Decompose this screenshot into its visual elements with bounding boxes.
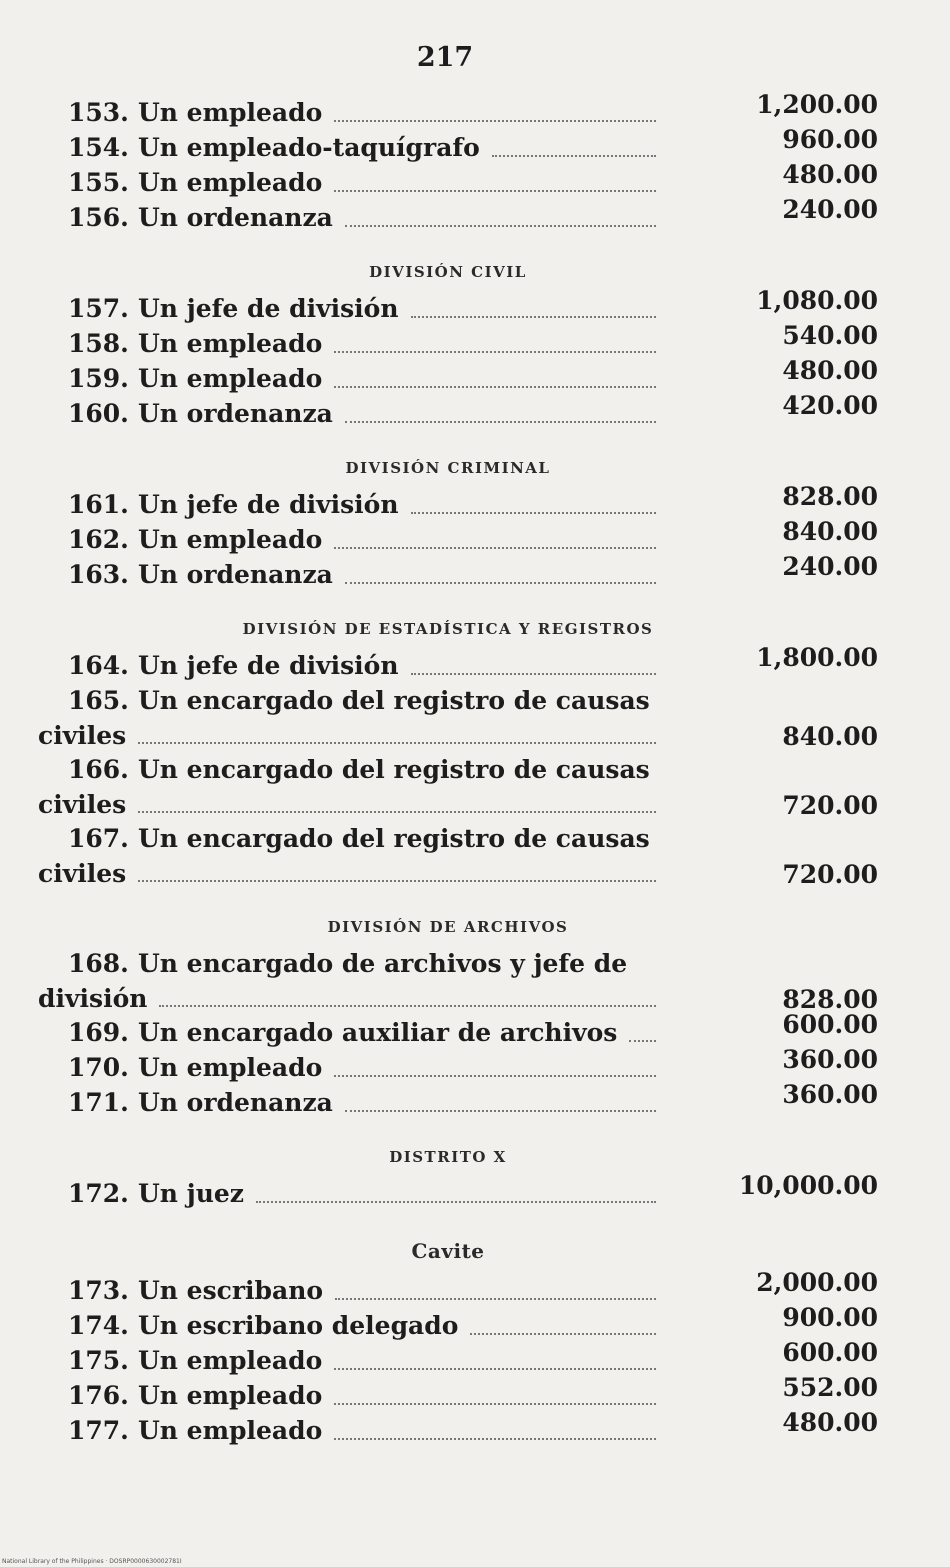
dotted-leader (334, 350, 656, 353)
section-heading: DIVISIÓN CIVIL (369, 263, 527, 281)
dotted-leader (334, 189, 656, 192)
item-number: 174. (68, 1311, 129, 1340)
salary-list (38, 90, 878, 1451)
item-amount: 840.00 (782, 517, 878, 546)
item-number: 168. (68, 949, 129, 978)
item-amount: 1,200.00 (756, 90, 878, 119)
item-description: Un ordenanza (138, 1088, 333, 1117)
item-amount: 828.00 (782, 985, 878, 1014)
item-description: Un empleado (138, 364, 323, 393)
list-item (38, 1303, 878, 1346)
item-number: 160. (68, 399, 129, 428)
item-description: Un jefe de división (138, 490, 399, 519)
item-description-continued: división (38, 984, 148, 1013)
list-item (38, 552, 878, 595)
dotted-leader (334, 1367, 656, 1370)
list-item-continuation (38, 984, 878, 1018)
dotted-leader (345, 224, 656, 227)
list-item-line (38, 824, 878, 859)
list-item (38, 1338, 878, 1381)
section-heading: DISTRITO X (389, 1148, 507, 1166)
list-item (38, 1408, 878, 1451)
item-description: Un empleado-taquígrafo (138, 133, 480, 162)
list-item-line (38, 755, 878, 790)
item-description: Un empleado (138, 1416, 323, 1445)
dotted-leader (470, 1332, 656, 1335)
section-heading: DIVISIÓN DE ESTADÍSTICA Y REGISTROS (242, 620, 654, 638)
item-number: 175. (68, 1346, 129, 1375)
item-description: Un jefe de división (138, 651, 399, 680)
section-heading: Cavite (411, 1239, 485, 1263)
item-description: Un escribano delegado (138, 1311, 459, 1340)
item-amount: 600.00 (782, 1010, 878, 1039)
item-amount: 720.00 (782, 860, 878, 889)
item-number: 170. (68, 1053, 129, 1082)
list-item (38, 160, 878, 203)
dotted-leader (334, 1402, 656, 1405)
item-amount: 480.00 (782, 160, 878, 189)
dotted-leader (334, 1437, 656, 1440)
item-amount: 960.00 (782, 125, 878, 154)
item-description: Un juez (138, 1179, 245, 1208)
dotted-leader (334, 385, 656, 388)
list-item-continuation (38, 790, 878, 824)
section-heading: DIVISIÓN DE ARCHIVOS (327, 918, 569, 936)
list-item (38, 643, 878, 686)
item-amount: 360.00 (782, 1045, 878, 1074)
list-item (38, 1045, 878, 1088)
dotted-leader (411, 315, 656, 318)
item-amount: 240.00 (782, 195, 878, 224)
item-amount: 828.00 (782, 482, 878, 511)
item-amount: 540.00 (782, 321, 878, 350)
dotted-leader (411, 672, 656, 675)
list-item (38, 125, 878, 168)
list-item (38, 90, 878, 133)
list-item (38, 391, 878, 434)
item-number: 163. (68, 560, 129, 589)
item-amount: 1,800.00 (756, 643, 878, 672)
dotted-leader (334, 1074, 656, 1077)
item-number: 177. (68, 1416, 129, 1445)
list-item (38, 1373, 878, 1416)
dotted-leader (334, 119, 656, 122)
item-number: 176. (68, 1381, 129, 1410)
item-amount: 840.00 (782, 722, 878, 751)
list-item (38, 482, 878, 525)
list-item (38, 321, 878, 364)
list-item (38, 686, 878, 755)
item-amount: 360.00 (782, 1080, 878, 1109)
item-number: 171. (68, 1088, 129, 1117)
dotted-leader (629, 1039, 656, 1042)
item-number: 165. (68, 686, 129, 715)
dotted-leader (256, 1200, 656, 1203)
item-number: 159. (68, 364, 129, 393)
item-description-continued: civiles (38, 721, 127, 750)
dotted-leader (138, 810, 656, 813)
list-item (38, 1171, 878, 1214)
list-item (38, 517, 878, 560)
dotted-leader (138, 879, 656, 882)
footer-credit: National Library of the Philippines · DOSRP0000630002781I (2, 1558, 182, 1565)
item-description: Un ordenanza (138, 203, 333, 232)
dotted-leader (335, 1297, 656, 1300)
dotted-leader (492, 154, 656, 157)
dotted-leader (334, 546, 656, 549)
dotted-leader (345, 1109, 656, 1112)
list-item (38, 286, 878, 329)
item-number: 157. (68, 294, 129, 323)
item-number: 169. (68, 1018, 129, 1047)
dotted-leader (411, 511, 656, 514)
list-item (38, 824, 878, 893)
item-description: Un encargado de archivos y jefe de (138, 949, 628, 978)
item-number: 172. (68, 1179, 129, 1208)
item-number: 167. (68, 824, 129, 853)
dotted-leader (345, 420, 656, 423)
item-description: Un escribano (138, 1276, 324, 1305)
list-item-continuation (38, 721, 878, 755)
item-description: Un empleado (138, 329, 323, 358)
list-item-continuation (38, 859, 878, 893)
item-amount: 2,000.00 (756, 1268, 878, 1297)
list-item (38, 356, 878, 399)
item-number: 156. (68, 203, 129, 232)
item-amount: 552.00 (782, 1373, 878, 1402)
item-number: 162. (68, 525, 129, 554)
section-heading: DIVISIÓN CRIMINAL (345, 459, 551, 477)
list-item (38, 949, 878, 1018)
page-number: 217 (416, 42, 474, 73)
item-number: 155. (68, 168, 129, 197)
item-amount: 480.00 (782, 356, 878, 385)
item-number: 154. (68, 133, 129, 162)
item-description: Un empleado (138, 1381, 323, 1410)
list-item-line (38, 686, 878, 721)
dotted-leader (138, 741, 656, 744)
item-amount: 1,080.00 (756, 286, 878, 315)
item-number: 173. (68, 1276, 129, 1305)
item-number: 164. (68, 651, 129, 680)
item-amount: 420.00 (782, 391, 878, 420)
list-item-line (38, 949, 878, 984)
item-number: 166. (68, 755, 129, 784)
list-item (38, 195, 878, 238)
item-description: Un encargado del registro de causas (138, 686, 650, 715)
item-description: Un empleado (138, 525, 323, 554)
list-item (38, 1268, 878, 1311)
item-description-continued: civiles (38, 790, 127, 819)
item-description: Un encargado auxiliar de archivos (138, 1018, 618, 1047)
item-description: Un ordenanza (138, 399, 333, 428)
item-amount: 600.00 (782, 1338, 878, 1367)
item-amount: 10,000.00 (738, 1171, 878, 1200)
item-description: Un jefe de división (138, 294, 399, 323)
item-description: Un encargado del registro de causas (138, 755, 650, 784)
item-description: Un empleado (138, 1346, 323, 1375)
item-description: Un encargado del registro de causas (138, 824, 650, 853)
item-description-continued: civiles (38, 859, 127, 888)
item-amount: 720.00 (782, 791, 878, 820)
list-item (38, 1010, 878, 1053)
list-item (38, 755, 878, 824)
item-description: Un empleado (138, 1053, 323, 1082)
item-description: Un ordenanza (138, 560, 333, 589)
item-number: 153. (68, 98, 129, 127)
dotted-leader (159, 1004, 656, 1007)
item-number: 161. (68, 490, 129, 519)
item-amount: 900.00 (782, 1303, 878, 1332)
item-description: Un empleado (138, 168, 323, 197)
item-description: Un empleado (138, 98, 323, 127)
item-amount: 480.00 (782, 1408, 878, 1437)
item-number: 158. (68, 329, 129, 358)
item-amount: 240.00 (782, 552, 878, 581)
list-item (38, 1080, 878, 1123)
dotted-leader (345, 581, 656, 584)
